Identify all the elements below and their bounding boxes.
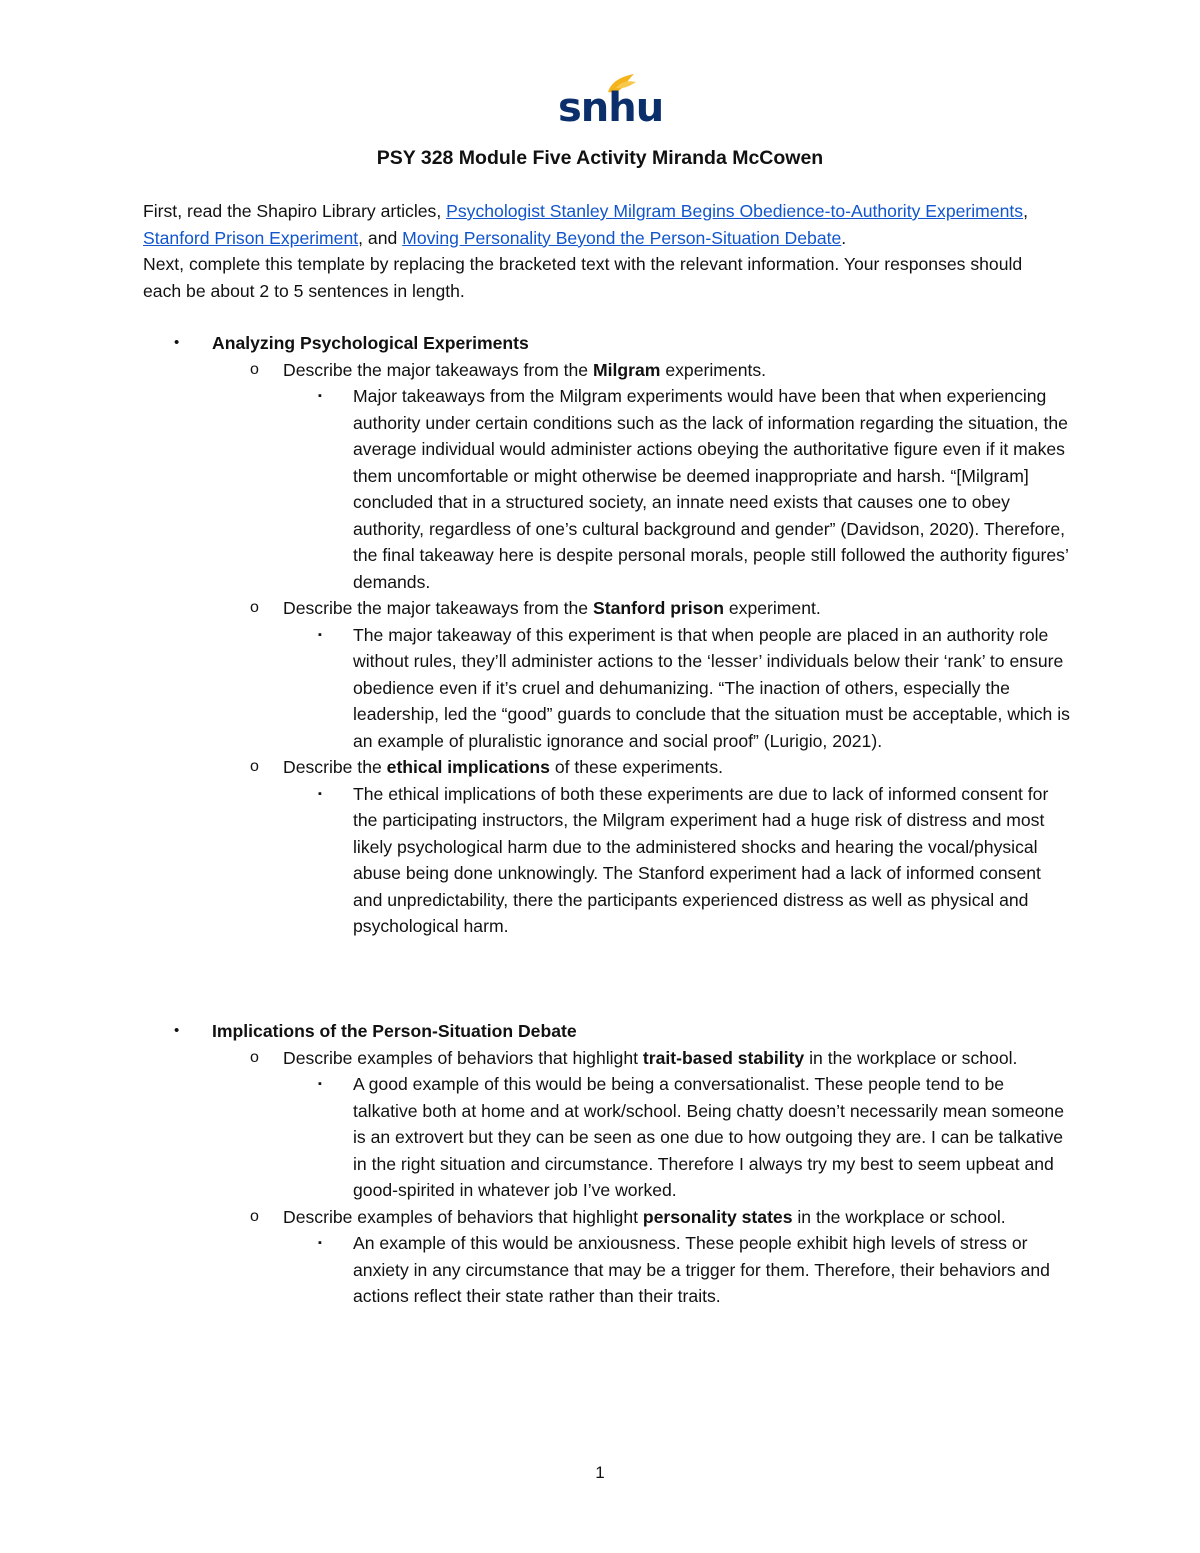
question-text: Describe examples of behaviors that highlight <box>283 1047 643 1068</box>
circle-marker: o <box>250 1207 259 1225</box>
circle-marker: o <box>250 599 259 616</box>
question-row <box>0 357 1200 384</box>
answer-row <box>0 1230 1200 1310</box>
question-text: Describe the <box>283 757 387 777</box>
question-row <box>0 595 1200 622</box>
question-text: experiments. <box>660 359 767 380</box>
section-person-situation <box>0 1018 1200 1310</box>
answer-text: The ethical implications of both these experiments are due to lack of informed consent for the participating instructors, the Milgram experiment had a huge risk of distress and most likely psychological harm due to the administered shocks and hearing the vocal/physical abuse being done unknowingly. The Stanford experiment had a lack of informed consent and unpredictability, there the participants experienced distress as well as physical and psychological harm. <box>353 783 1049 936</box>
square-marker: ▪ <box>318 787 322 800</box>
answer-text: An example of this would be anxiousness. These people exhibit high levels of stress or anxiety in any circumstance that may be a trigger for them. Therefore, their behaviors and actions reflect their state rather than their traits. <box>353 1233 1050 1306</box>
circle-marker: o <box>250 360 259 378</box>
square-marker: ▪ <box>318 1237 322 1249</box>
link-milgram-article[interactable]: Psychologist Stanley Milgram Begins Obedience-to-Authority Experiments <box>446 201 1024 221</box>
answer-row <box>0 622 1200 755</box>
answer-text: The major takeaway of this experiment is that when people are placed in an authority role without rules, they’ll administer actions to the ‘lesser’ individuals below their ‘rank’ to ensure obedience even if it’s cruel and dehumanizing. “The inaction of others, especially the leadership, led the “good” guards to conclude that the situation must be acceptable, which is an example of pluralistic ignorance and social proof” (Lurigio, 2021). <box>353 624 1070 751</box>
snhu-logo <box>550 70 664 134</box>
answer-row <box>0 383 1200 595</box>
square-marker: ▪ <box>318 1078 322 1090</box>
question-keyword: personality states <box>642 1206 793 1227</box>
question-keyword: Milgram <box>592 359 661 380</box>
question-text: Describe examples of behaviors that highlight <box>283 1206 643 1227</box>
bullet-marker: • <box>174 334 180 351</box>
intro-text-part: First, read the Shapiro Library articles, <box>143 201 447 221</box>
section-analyzing-experiments <box>0 330 1200 940</box>
link-person-situation-article[interactable]: Moving Personality Beyond the Person-Situation Debate <box>402 227 842 248</box>
answer-text: Major takeaways from the Milgram experiments would have been that when experiencing authority under certain conditions such as the lack of information regarding the situation, the average individual would administer actions obeying the authoritative figure even if it makes them uncomfortable or might otherwise be deemed inappropriate and harsh. “[Milgram] concluded that in a structured society, an innate need exists that causes one to obey authority, regardless of one’s cultural background and gender” (Davidson, 2020). Therefore, the final takeaway here is despite personal morals, people still followed the authority figures’ demands. <box>353 386 1069 592</box>
section-heading-row <box>0 1018 1200 1045</box>
circle-marker: o <box>250 1048 259 1066</box>
question-row <box>0 1204 1200 1231</box>
instructions-paragraph: Next, complete this template by replacing the bracketed text with the relevant information. Your responses should each be about 2 to 5 sentences in length. <box>143 254 1023 301</box>
intro-text-part: , <box>1023 201 1028 221</box>
bullet-marker: • <box>174 1022 180 1039</box>
square-marker: ▪ <box>318 628 322 641</box>
question-text: in the workplace or school. <box>792 1206 1006 1227</box>
question-keyword: trait-based stability <box>642 1047 805 1068</box>
question-text: experiment. <box>723 598 821 618</box>
question-text: of these experiments. <box>549 757 724 777</box>
answer-text: A good example of this would be being a conversationalist. These people tend to be talkative both at home and at work/school. Being chatty doesn’t necessarily mean someone is an extrovert but they can be seen as one due to how outgoing they are. I can be talkative in the right situation and circumstance. Therefore I always try my best to seem upbeat and good-spirited in whatever job I’ve worked. <box>353 1074 1064 1200</box>
question-text: Describe the major takeaways from the <box>283 359 593 380</box>
section-heading-row <box>0 330 1200 357</box>
intro-text-part: . <box>841 227 847 248</box>
circle-marker: o <box>250 758 259 775</box>
question-keyword: ethical implications <box>386 757 550 777</box>
intro-paragraph <box>143 198 1063 251</box>
intro-text <box>143 198 1063 304</box>
question-text: in the workplace or school. <box>804 1047 1018 1068</box>
answer-row <box>0 1071 1200 1204</box>
question-row <box>0 1045 1200 1072</box>
question-text: Describe the major takeaways from the <box>283 598 593 618</box>
section-heading: Implications of the Person-Situation Debate <box>212 1021 577 1041</box>
document-title: PSY 328 Module Five Activity Miranda McCowen <box>376 147 824 169</box>
link-stanford-article[interactable]: Stanford Prison Experiment <box>143 227 359 248</box>
logo-wordmark: snhu <box>558 85 664 131</box>
question-keyword: Stanford prison <box>592 598 724 618</box>
section-heading: Analyzing Psychological Experiments <box>212 333 529 353</box>
page-number: 1 <box>595 1463 605 1482</box>
answer-row <box>0 781 1200 940</box>
square-marker: ▪ <box>318 390 322 402</box>
question-row <box>0 754 1200 781</box>
intro-text-part: , and <box>358 227 403 248</box>
